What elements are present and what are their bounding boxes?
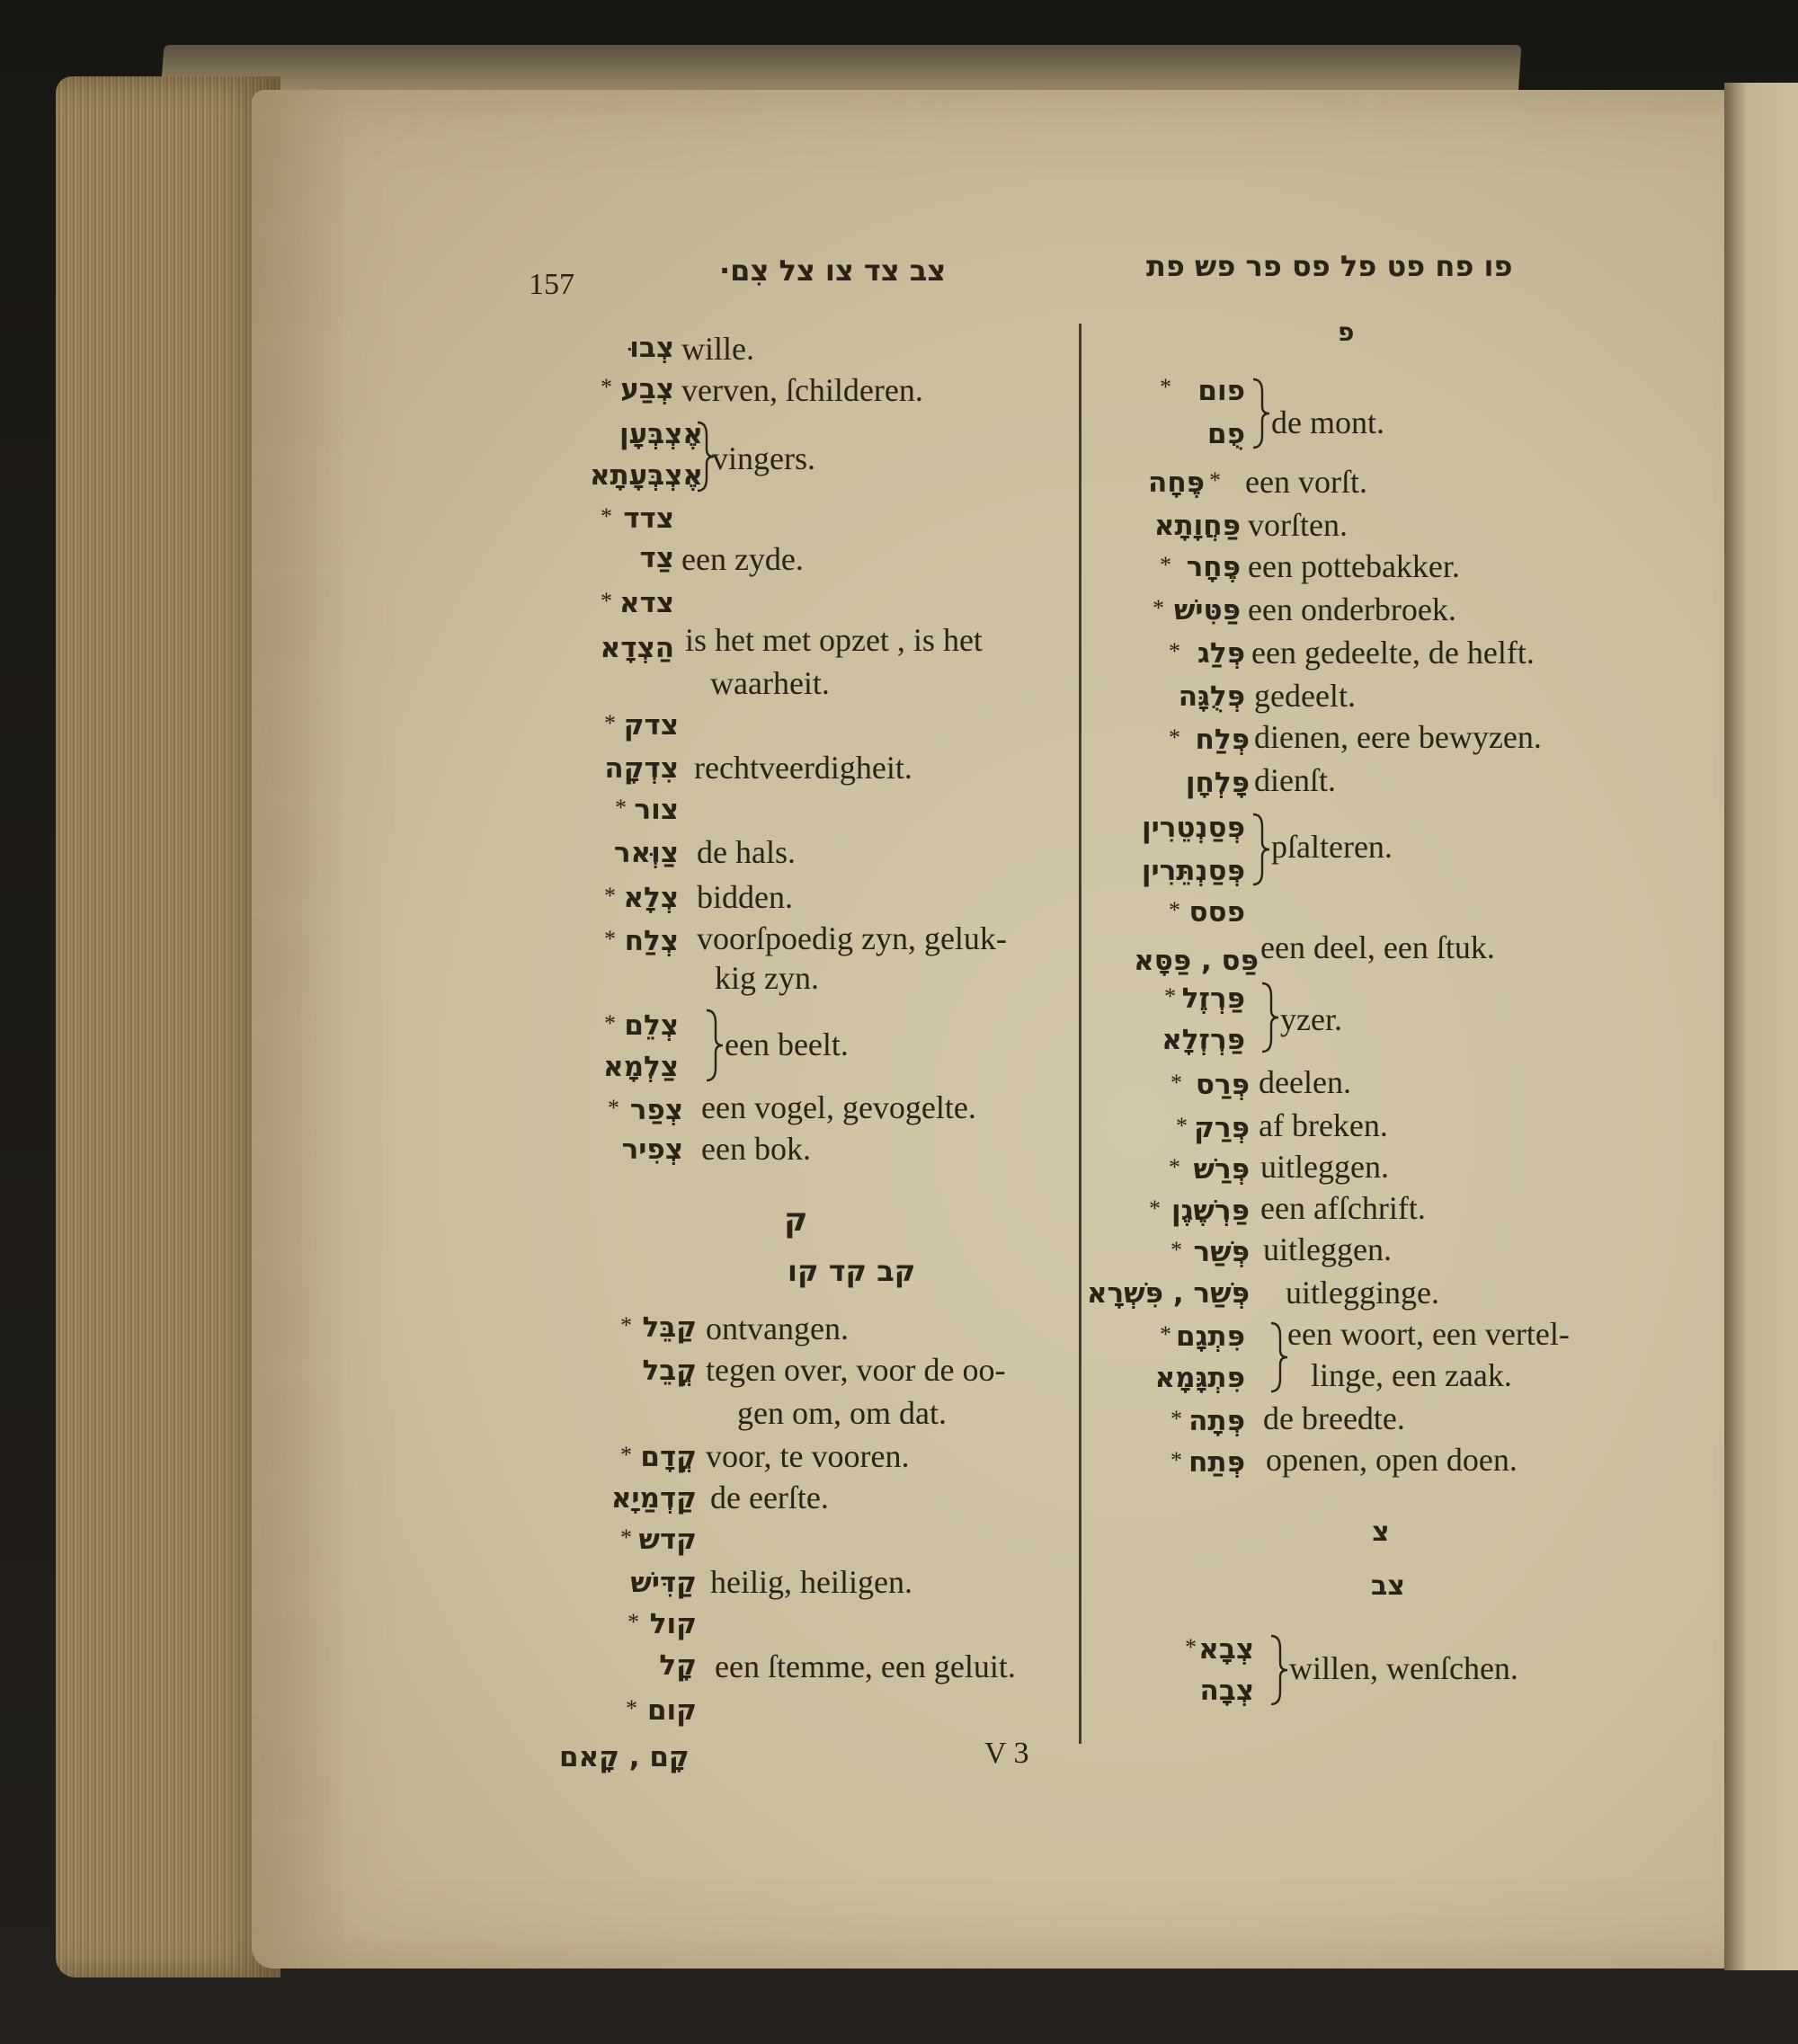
root-star: * — [1169, 897, 1180, 923]
entry-hebrew: צַוְּאר — [613, 837, 679, 869]
root-star: * — [604, 883, 616, 909]
entry-hebrew: פְּלַג — [1197, 637, 1245, 670]
root-star: * — [1164, 983, 1176, 1009]
entry-hebrew: פְּלַח — [1195, 724, 1250, 756]
entry-hebrew: צדא — [619, 587, 674, 619]
brace — [1259, 982, 1280, 1053]
entry-hebrew: פַּרְזֶל — [1181, 982, 1245, 1015]
entry-hebrew: אֶצְבְּעָתָא — [589, 459, 703, 492]
entry-hebrew: צְבַע — [620, 373, 674, 405]
entry-hebrew: קדש — [638, 1524, 697, 1556]
subsection-header: קב קד קו — [788, 1254, 916, 1288]
root-star: * — [628, 1609, 639, 1635]
entry-hebrew: צור — [634, 794, 679, 826]
entry-dutch-continued: kig zyn. — [715, 960, 819, 996]
entry-dutch: verven, ſchilderen. — [681, 372, 923, 408]
entry-dutch: een vogel, gevogelte. — [701, 1089, 976, 1125]
entry-dutch: dienen, eere bewyzen. — [1254, 719, 1542, 755]
entry-hebrew: צְפַר — [629, 1094, 683, 1126]
entry-dutch: voorſpoedig zyn, geluk- — [697, 920, 1007, 956]
entry-hebrew: פסס — [1188, 896, 1245, 929]
entry-hebrew: פְּרַס — [1195, 1069, 1250, 1101]
entry-dutch: uitleggen. — [1260, 1149, 1389, 1185]
entry-dutch-continued: waarheit. — [710, 665, 830, 701]
root-star: * — [1169, 1154, 1180, 1180]
entry-dutch: heilig, heiligen. — [710, 1564, 912, 1600]
root-star: * — [1170, 1237, 1182, 1263]
entry-dutch: af breken. — [1259, 1107, 1388, 1143]
entry-hebrew: קום — [646, 1694, 697, 1727]
entry-hebrew: קַדְמַיָא — [610, 1482, 697, 1515]
adjacent-page-edge — [1724, 83, 1798, 1970]
root-star: * — [1149, 1195, 1161, 1222]
root-star: * — [620, 1524, 632, 1551]
entry-dutch: gedeelt. — [1254, 678, 1356, 714]
entry-hebrew: פְּשַׁר , פִּשְׁרָא — [1086, 1277, 1250, 1310]
root-star: * — [1169, 724, 1180, 751]
entry-hebrew: הַצְדָא — [600, 632, 674, 664]
signature-mark: V 3 — [984, 1737, 1029, 1770]
entry-hebrew: צְבוּ — [629, 332, 674, 364]
entry-dutch: bidden. — [697, 879, 793, 915]
root-star: * — [604, 1010, 616, 1036]
entry-hebrew: פַּרְשֶׁגֶן — [1170, 1195, 1250, 1227]
entry-dutch: pſalteren. — [1271, 829, 1393, 865]
entry-dutch: een afſchrift. — [1260, 1190, 1426, 1226]
entry-dutch: openen, open doen. — [1266, 1442, 1518, 1478]
entry-hebrew: פַּס , פַּסָּא — [1134, 945, 1259, 977]
left-running-header: צב צד צו צל צִם· — [719, 253, 947, 288]
entry-hebrew: פום — [1197, 375, 1245, 407]
entry-hebrew: קַבֵּל — [642, 1311, 697, 1344]
entry-dutch: een beelt. — [725, 1026, 849, 1062]
entry-hebrew: פְּתָה — [1188, 1405, 1245, 1437]
entry-hebrew: צדד — [623, 502, 674, 535]
page-number: 157 — [529, 268, 574, 301]
entry-hebrew: צִדְקָה — [604, 752, 679, 785]
entry-hebrew: פֻם — [1207, 418, 1245, 450]
root-star: * — [1160, 374, 1171, 400]
entry-hebrew: פְּלֻגָּה — [1178, 680, 1245, 713]
entry-hebrew: צְלַח — [624, 925, 679, 957]
entry-dutch: vingers. — [712, 440, 815, 476]
entry-hebrew: צַלְמָא — [603, 1051, 679, 1083]
entry-dutch: is het met opzet , is het — [685, 622, 983, 658]
right-running-header: פו פח פט פל פס פר פש פת — [1146, 249, 1513, 283]
entry-dutch: vorſten. — [1248, 507, 1348, 543]
root-star: * — [601, 503, 612, 529]
brace — [1250, 813, 1271, 886]
root-star: * — [604, 926, 616, 952]
entry-hebrew: צְבָה — [1199, 1675, 1254, 1707]
entry-hebrew: פִּתְגָּמָא — [1154, 1362, 1245, 1394]
brace — [1268, 1321, 1289, 1393]
entry-hebrew: פַּחֲוָתָא — [1153, 510, 1241, 542]
entry-dutch: yzer. — [1280, 1001, 1342, 1037]
section-letter: צ — [1372, 1516, 1390, 1548]
entry-hebrew: פְּשַׁר — [1193, 1236, 1250, 1268]
entry-dutch: de mont. — [1271, 404, 1384, 440]
entry-dutch: ontvangen. — [706, 1311, 849, 1346]
entry-dutch: dienſt. — [1254, 762, 1336, 798]
entry-hebrew: קָל — [659, 1649, 697, 1682]
entry-hebrew: פִּתְגָם — [1175, 1320, 1245, 1353]
entry-hebrew: פְּתַח — [1188, 1446, 1245, 1479]
entry-hebrew: פֶּחָה — [1148, 467, 1205, 499]
entry-dutch: tegen over, voor de oo- — [706, 1352, 1006, 1388]
entry-dutch: deelen. — [1259, 1064, 1351, 1100]
entry-dutch: een gedeelte, de helft. — [1251, 635, 1535, 671]
root-star: * — [604, 710, 616, 736]
brace — [1250, 378, 1271, 449]
root-star: * — [1209, 467, 1221, 493]
entry-hebrew: קַדִּישׁ — [630, 1567, 697, 1599]
entry-dutch: een pottebakker. — [1248, 548, 1460, 584]
root-star: * — [601, 588, 612, 614]
root-star: * — [1185, 1634, 1197, 1660]
entry-hebrew: פַּרְזְלָא — [1162, 1024, 1245, 1056]
entry-hebrew: פְּסַנְתֵּרִין — [1141, 855, 1245, 887]
entry-hebrew: פֶּחָר — [1186, 551, 1241, 583]
book-page — [252, 90, 1726, 1968]
entry-hebrew: פַּטִּישׁ — [1173, 594, 1241, 627]
entry-hebrew: אֶצְבְּעָן — [619, 418, 703, 450]
footer-catchword: קָם , קָאם — [559, 1741, 690, 1773]
column-divider-line — [1079, 324, 1081, 1744]
root-star: * — [1160, 1321, 1171, 1347]
section-letter: פ — [1338, 317, 1355, 347]
subsection-header: צב — [1371, 1570, 1405, 1602]
entry-dutch: een vorſt. — [1245, 464, 1367, 500]
section-letter: ק — [784, 1202, 808, 1239]
entry-dutch: een onderbroek. — [1248, 591, 1456, 627]
entry-dutch: uitlegginge. — [1286, 1275, 1439, 1311]
entry-hebrew: פָּלְחָן — [1185, 767, 1250, 799]
entry-dutch: wille. — [681, 331, 754, 367]
entry-dutch: een zyde. — [681, 541, 804, 577]
entry-dutch: de breedte. — [1263, 1400, 1405, 1436]
brace — [1268, 1634, 1289, 1706]
root-star: * — [608, 1095, 619, 1121]
entry-dutch: de hals. — [697, 834, 796, 870]
entry-dutch: een woort, een vertel- — [1287, 1316, 1570, 1352]
entry-dutch: voor, te vooren. — [706, 1438, 910, 1474]
root-star: * — [1160, 552, 1171, 578]
root-star: * — [1153, 595, 1164, 621]
brace — [703, 1009, 725, 1082]
entry-hebrew: צְלָא — [623, 882, 679, 914]
entry-dutch-continued: gen om, om dat. — [737, 1395, 947, 1431]
root-star: * — [1169, 638, 1180, 664]
root-star: * — [1170, 1447, 1182, 1473]
root-star: * — [615, 795, 627, 821]
entry-dutch: een bok. — [701, 1131, 811, 1167]
entry-dutch: uitleggen. — [1263, 1231, 1392, 1267]
root-star: * — [1170, 1070, 1182, 1096]
entry-hebrew: פְּסַנְטֵרִין — [1142, 812, 1245, 844]
root-star: * — [620, 1312, 632, 1338]
entry-hebrew: קֳבֵל — [642, 1355, 697, 1387]
entry-dutch: een ſtemme, een geluit. — [715, 1649, 1016, 1684]
entry-dutch: een deel, een ſtuk. — [1260, 929, 1495, 965]
entry-hebrew: צְלֵם — [624, 1009, 679, 1042]
entry-hebrew: קֳדָם — [640, 1441, 697, 1473]
entry-hebrew: פְּרַשׁ — [1193, 1153, 1250, 1186]
entry-dutch: rechtveerdigheit. — [694, 750, 912, 786]
root-star: * — [626, 1695, 637, 1721]
entry-hebrew: צַד — [639, 542, 674, 574]
entry-hebrew: פְּרַק — [1194, 1112, 1250, 1144]
book-fore-edge — [56, 76, 280, 1977]
root-star: * — [1170, 1406, 1182, 1432]
entry-hebrew: צְבָא — [1198, 1633, 1254, 1666]
entry-dutch: de eerſte. — [710, 1480, 829, 1515]
entry-dutch: willen, wenſchen. — [1289, 1650, 1518, 1686]
root-star: * — [1176, 1113, 1188, 1139]
entry-dutch-continued: linge, een zaak. — [1311, 1357, 1512, 1393]
root-star: * — [620, 1442, 632, 1468]
entry-hebrew: צְפִיר — [621, 1133, 683, 1166]
entry-hebrew: צדק — [623, 709, 679, 742]
root-star: * — [601, 374, 612, 400]
entry-hebrew: קול — [649, 1608, 697, 1640]
